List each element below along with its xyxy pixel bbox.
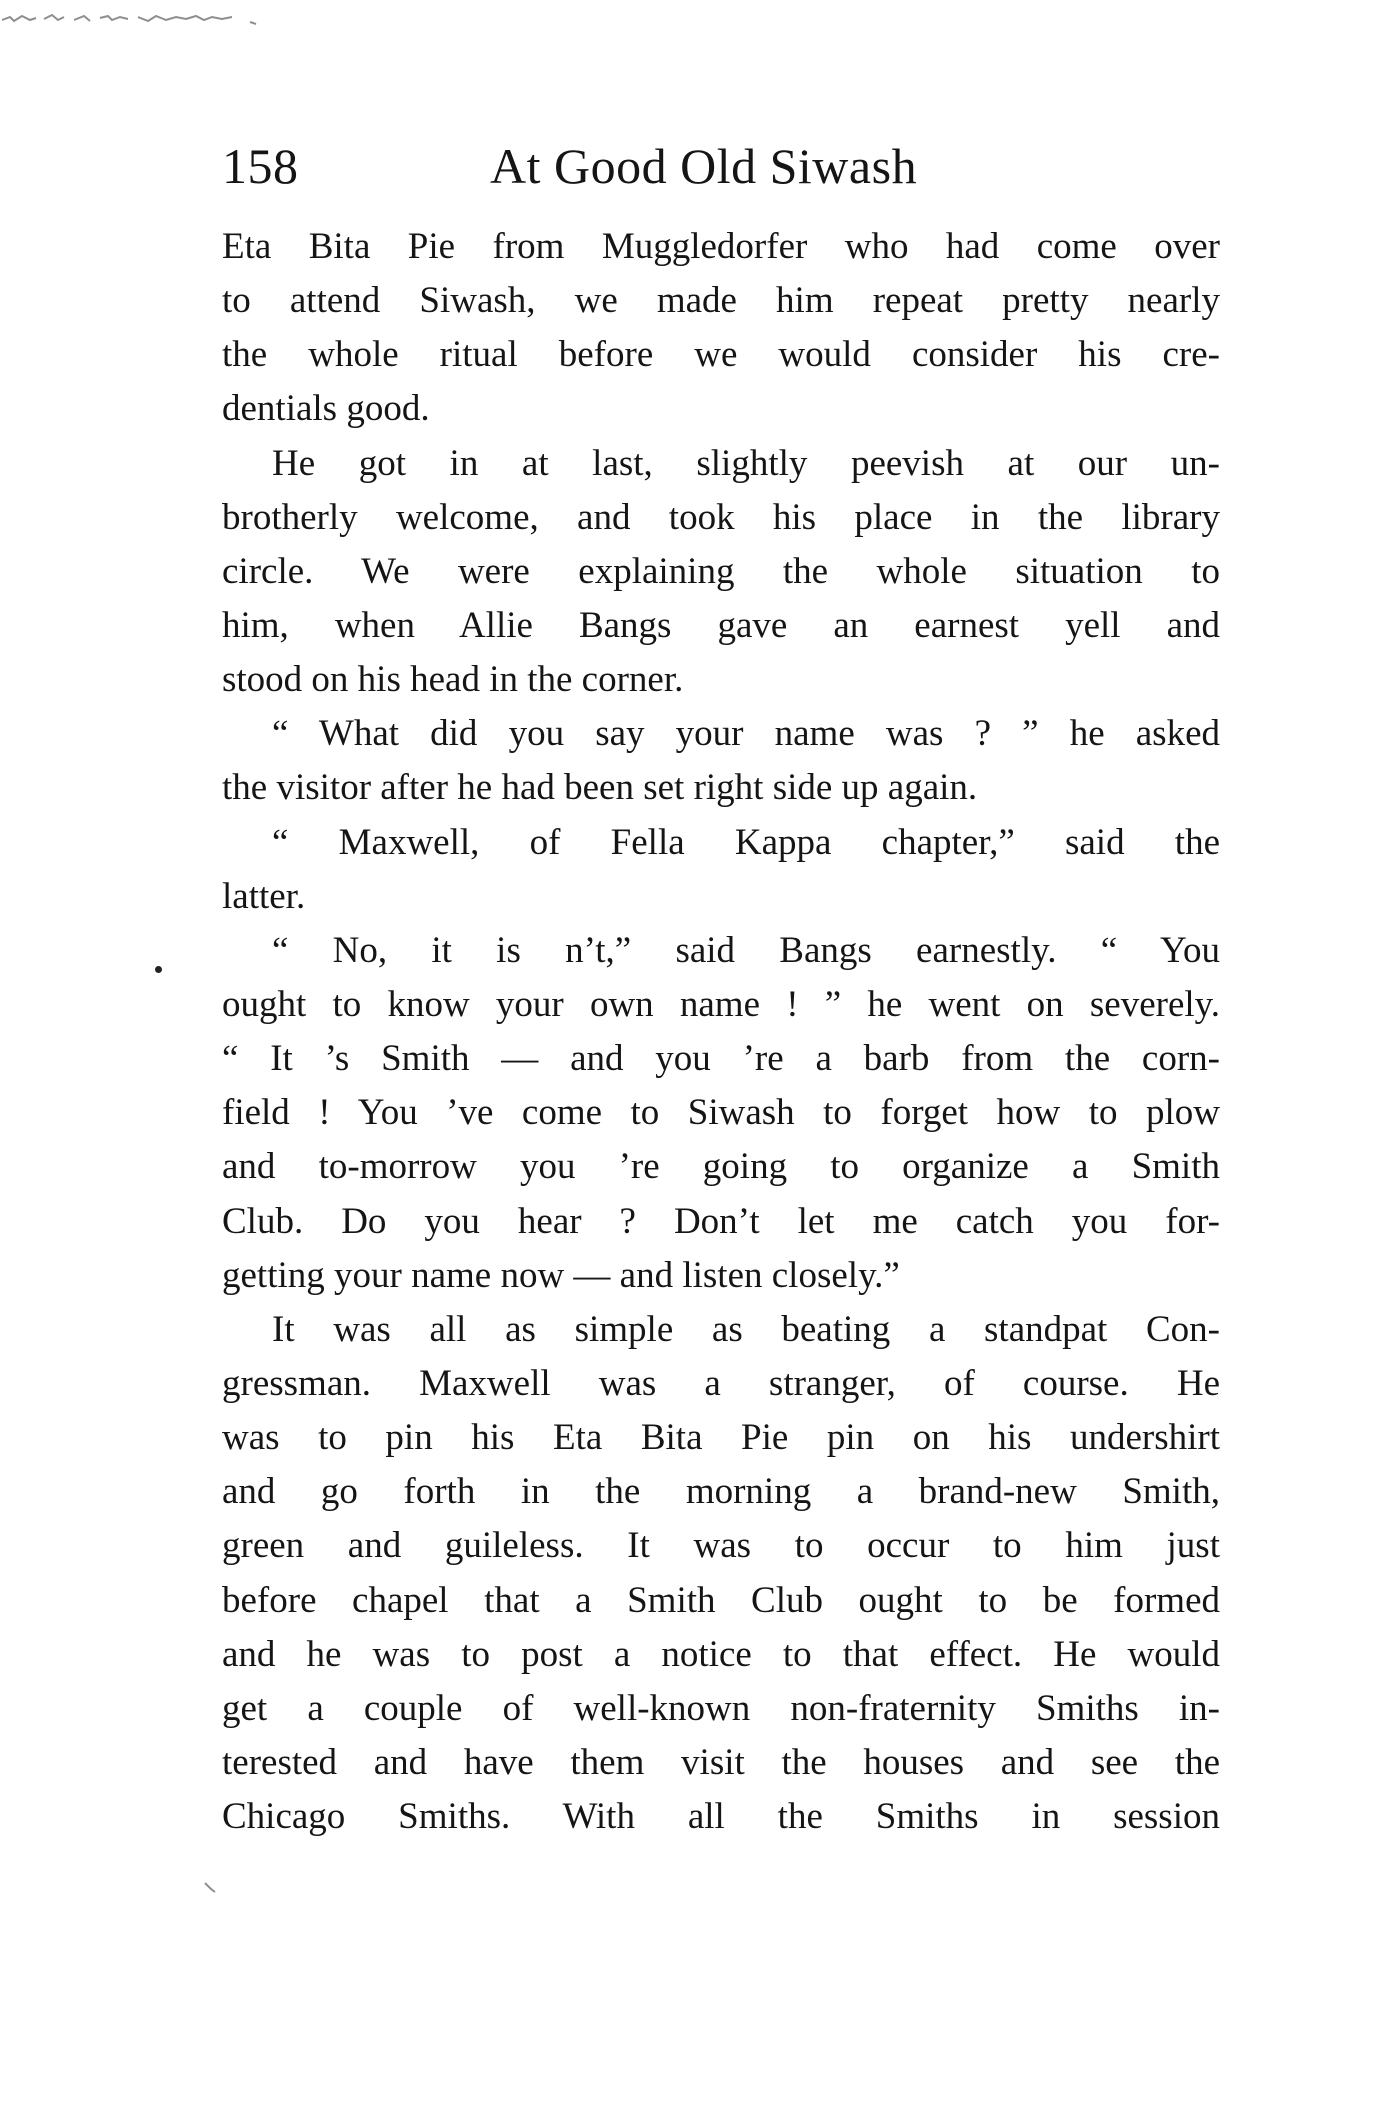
text-line: It was all as simple as beating a standpat Con-: [272, 1308, 1220, 1350]
text-line: getting your name now — and listen closely.”: [222, 1254, 900, 1296]
scan-artifact-mark: [202, 1880, 222, 1900]
text-line: Chicago Smiths. With all the Smiths in session: [222, 1796, 1220, 1838]
text-line: gressman. Maxwell was a stranger, of course. He: [222, 1362, 1220, 1404]
text-line: He got in at last, slightly peevish at our un-: [272, 442, 1220, 484]
text-line: the whole ritual before we would consider his cre-: [222, 334, 1220, 376]
text-line: “ No, it is n’t,” said Bangs earnestly. “ You: [272, 929, 1220, 971]
text-line: ought to know your own name ! ” he went on severely.: [222, 983, 1220, 1025]
text-line: get a couple of well-known non-fraternity Smiths in-: [222, 1687, 1220, 1729]
text-line: terested and have them visit the houses and see the: [222, 1741, 1220, 1783]
text-line: Eta Bita Pie from Muggledorfer who had come over: [222, 226, 1220, 267]
text-line: him, when Allie Bangs gave an earnest yell and: [222, 604, 1220, 646]
text-line: green and guileless. It was to occur to him just: [222, 1525, 1220, 1567]
text-line: “ Maxwell, of Fella Kappa chapter,” said the: [272, 821, 1220, 863]
page-number: 158: [222, 138, 299, 194]
text-line: circle. We were explaining the whole situation to: [222, 550, 1220, 592]
text-line: to attend Siwash, we made him repeat pretty nearly: [222, 280, 1220, 322]
text-line: latter.: [222, 875, 306, 917]
running-head: At Good Old Siwash: [490, 138, 918, 194]
body-text: [222, 220, 1220, 1844]
margin-dot: [155, 966, 162, 973]
text-line: Club. Do you hear ? Don’t let me catch you for-: [222, 1200, 1220, 1242]
text-line: dentials good.: [222, 388, 430, 430]
text-line: the visitor after he had been set right side up again.: [222, 767, 978, 809]
text-line: and he was to post a notice to that effect. He would: [222, 1633, 1220, 1675]
page-header: [222, 132, 1220, 200]
text-line: and to-morrow you ’re going to organize a Smith: [222, 1146, 1220, 1188]
scan-artifact-top: [0, 12, 270, 26]
text-line: “ It ’s Smith — and you ’re a barb from the corn-: [222, 1038, 1220, 1080]
text-line: field ! You ’ve come to Siwash to forget how to plow: [222, 1092, 1220, 1134]
text-line: before chapel that a Smith Club ought to be formed: [222, 1579, 1220, 1621]
text-line: stood on his head in the corner.: [222, 659, 684, 701]
text-line: was to pin his Eta Bita Pie pin on his undershirt: [222, 1417, 1220, 1459]
text-line: brotherly welcome, and took his place in the library: [222, 496, 1220, 538]
text-line: “ What did you say your name was ? ” he asked: [272, 713, 1220, 755]
text-line: and go forth in the morning a brand-new Smith,: [222, 1471, 1220, 1513]
